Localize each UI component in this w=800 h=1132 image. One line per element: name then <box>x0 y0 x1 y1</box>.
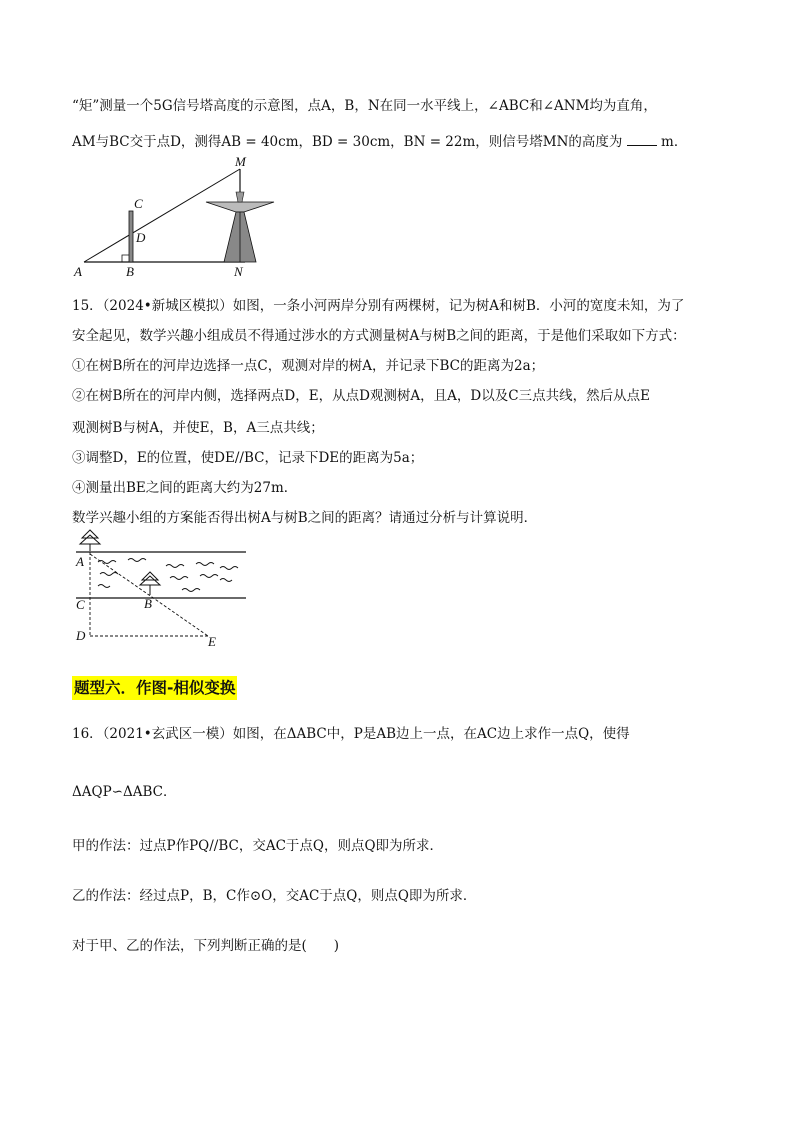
tower-top <box>236 192 244 202</box>
problem14-unit: m． <box>661 134 688 150</box>
label-d: D <box>136 230 146 245</box>
problem15-line6: ③调整D，E的位置，使DE//BC，记录下DE的距离为5a； <box>72 450 424 466</box>
problem15-line5: 观测树B与树A，并使E，B，A三点共线； <box>72 420 324 436</box>
label-a: A <box>76 554 84 569</box>
tree-b-icon <box>140 572 160 595</box>
label-b: B <box>144 596 152 611</box>
problem15-line1: 15．（2024•新城区模拟）如图，一条小河两岸分别有两棵树，记为树A和树B．小河的宽度未知，为了 <box>72 298 685 314</box>
problem14-line2-text: AM与BC交于点D，测得AB = 40cm，BD = 30cm，BN = 22m，则信号塔MN的高度为 <box>72 134 623 150</box>
problem16-line5: 对于甲、乙的作法，下列判断正确的是( ) <box>72 938 340 954</box>
label-a: A <box>74 264 82 279</box>
water-waves <box>98 559 238 592</box>
label-c: C <box>76 597 85 612</box>
problem15-line7: ④测量出BE之间的距离大约为27m． <box>72 480 298 496</box>
label-m: M <box>235 154 246 169</box>
problem14-line2 <box>72 132 687 152</box>
label-b: B <box>126 264 134 279</box>
label-e: E <box>208 634 216 649</box>
problem15-line3: ①在树B所在的河岸边选择一点C，观测对岸的树A，并记录下BC的距离为2a； <box>72 358 545 374</box>
problem16-line4: 乙的作法：经过点P，B，C作⊙O，交AC于点Q，则点Q即为所求． <box>72 888 477 904</box>
section-heading: 题型六．作图-相似变换 <box>72 676 237 700</box>
problem16-line1: 16．（2021•玄武区一模）如图，在ΔABC中，P是AB边上一点，在AC边上求作一点Q，使得 <box>72 726 630 742</box>
tower-figure <box>70 150 290 282</box>
tower-platform <box>206 202 274 212</box>
problem16-line3: 甲的作法：过点P作PQ//BC，交AC于点Q，则点Q即为所求． <box>72 838 444 854</box>
river-figure <box>70 528 260 650</box>
problem15-line4: ②在树B所在的河岸内侧，选择两点D，E，从点D观测树A，且A，D以及C三点共线，然后从点E <box>72 388 650 404</box>
construction-lines <box>90 552 208 636</box>
problem15-line8: 数学兴趣小组的方案能否得出树A与树B之间的距离？请通过分析与计算说明． <box>72 510 538 526</box>
rod-bc <box>129 211 133 262</box>
answer-blank[interactable] <box>627 133 657 146</box>
right-angle-b <box>122 255 129 262</box>
problem15-line2: 安全起见，数学兴趣小组成员不得通过涉水的方式测量树A与树B之间的距离，于是他们采取如下方式： <box>72 328 686 344</box>
problem14-line1: “矩”测量一个5G信号塔高度的示意图，点A，B，N在同一水平线上，∠ABC和∠ANM均为直角， <box>72 98 657 114</box>
problem16-line2: ΔAQP∽ΔABC． <box>72 784 177 800</box>
label-n: N <box>234 264 243 279</box>
sight-line-am <box>84 169 240 262</box>
label-c: C <box>134 196 143 211</box>
label-d: D <box>76 628 86 643</box>
tree-a-icon <box>80 530 100 551</box>
